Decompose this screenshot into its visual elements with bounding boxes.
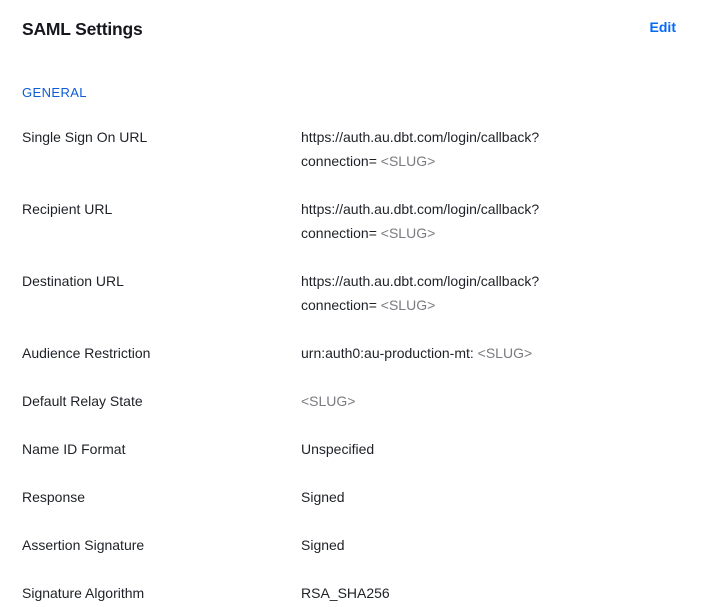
slug-placeholder: <SLUG> [301, 393, 356, 409]
slug-placeholder: <SLUG> [380, 153, 436, 169]
row-label: Default Relay State [22, 393, 143, 409]
slug-placeholder: <SLUG> [477, 345, 533, 361]
row-label: Single Sign On URL [22, 129, 148, 145]
row-value [301, 341, 676, 365]
row-value [301, 269, 676, 317]
settings-row-destination-url [22, 269, 676, 317]
value-line2: connection= [301, 225, 377, 241]
row-value: Signed [301, 537, 345, 553]
settings-row-single-sign-on-url [22, 125, 676, 173]
row-label: Recipient URL [22, 201, 113, 217]
settings-row-signature-algorithm [22, 581, 676, 605]
panel-header [22, 16, 676, 42]
page-title: SAML Settings [22, 19, 143, 39]
settings-row-response [22, 485, 676, 509]
value-line2: connection= [301, 297, 377, 313]
row-label: Response [22, 489, 86, 505]
row-label: Assertion Signature [22, 537, 145, 553]
row-label: Destination URL [22, 273, 124, 289]
row-value [301, 197, 676, 245]
row-value: Unspecified [301, 441, 375, 457]
row-value [301, 389, 676, 413]
value-line1: https://auth.au.dbt.com/login/callback? [301, 201, 540, 217]
row-label: Name ID Format [22, 441, 126, 457]
settings-row-default-relay-state [22, 389, 676, 413]
settings-row-audience-restriction [22, 341, 676, 365]
row-label: Audience Restriction [22, 345, 151, 361]
row-value [301, 125, 676, 173]
section-heading-general: GENERAL [22, 85, 87, 100]
row-value: RSA_SHA256 [301, 585, 390, 601]
settings-row-recipient-url [22, 197, 676, 245]
value-line1: https://auth.au.dbt.com/login/callback? [301, 129, 540, 145]
row-value: Signed [301, 489, 345, 505]
edit-button[interactable]: Edit [650, 16, 676, 38]
settings-rows [22, 125, 676, 605]
row-label: Signature Algorithm [22, 585, 145, 601]
value-text: urn:auth0:au-production-mt: [301, 345, 474, 361]
value-line2: connection= [301, 153, 377, 169]
slug-placeholder: <SLUG> [380, 297, 436, 313]
slug-placeholder: <SLUG> [380, 225, 436, 241]
value-line1: https://auth.au.dbt.com/login/callback? [301, 273, 540, 289]
settings-row-assertion-signature [22, 533, 676, 557]
settings-row-name-id-format [22, 437, 676, 461]
